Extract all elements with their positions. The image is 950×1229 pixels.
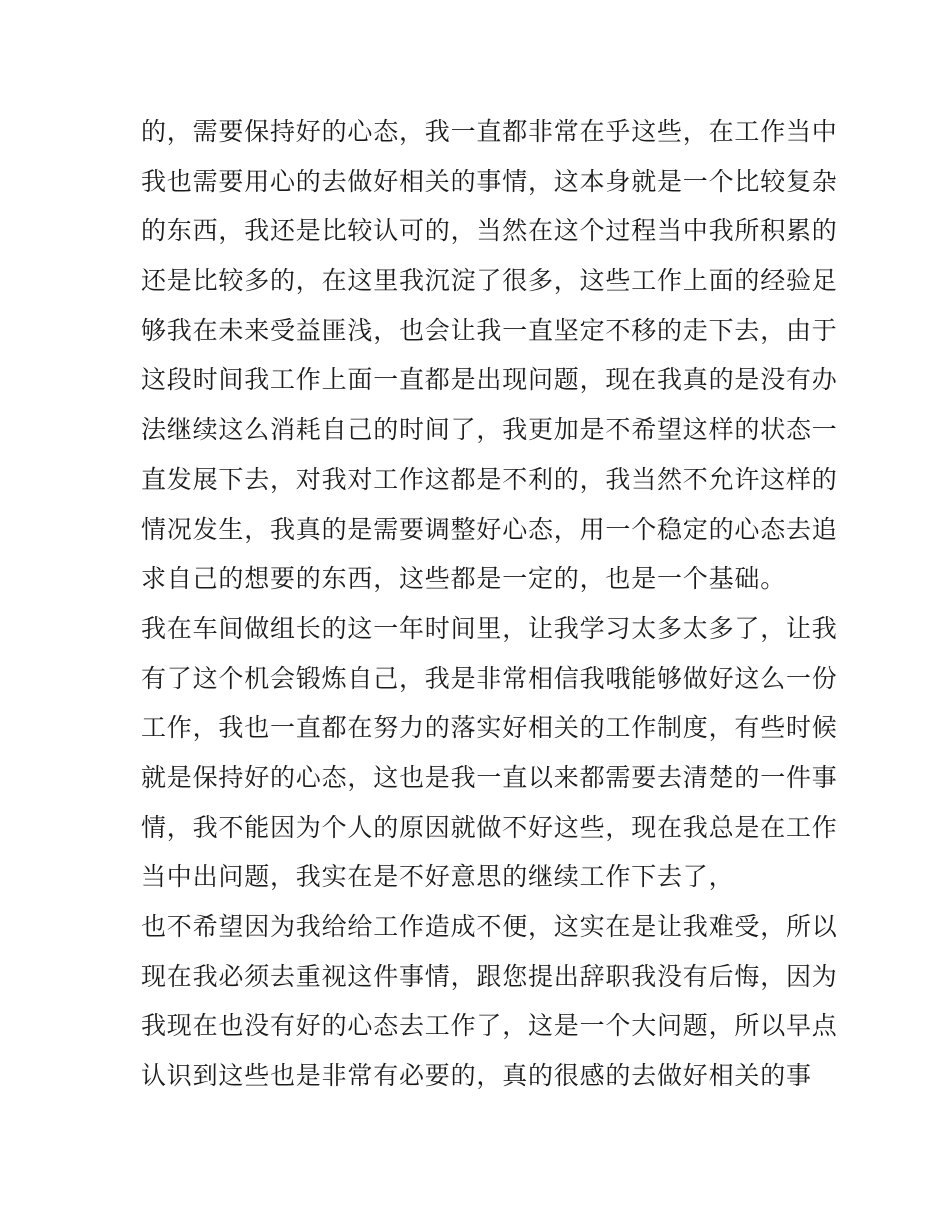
text-line: 的东西，我还是比较认可的，当然在这个过程当中我所积累的	[141, 216, 838, 246]
text-line: 这段时间我工作上面一直都是出现问题，现在我真的是没有办	[141, 365, 838, 395]
text-line: 工作，我也一直都在努力的落实好相关的工作制度，有些时候	[141, 713, 838, 743]
text-line: 也不希望因为我给给工作造成不便，这实在是让我难受，所以	[141, 912, 838, 941]
text-line: 就是保持好的心态，这也是我一直以来都需要去清楚的一件事	[141, 762, 838, 792]
text-line: 我在车间做组长的这一年时间里，让我学习太多太多了，让我	[141, 613, 838, 643]
text-line: 我也需要用心的去做好相关的事情，这本身就是一个比较复杂	[141, 166, 838, 196]
text-line: 法继续这么消耗自己的时间了，我更加是不希望这样的状态一	[141, 415, 838, 445]
text-line: 直发展下去，对我对工作这都是不利的，我当然不允许这样的	[141, 464, 838, 494]
text-line: 情况发生，我真的是需要调整好心态，用一个稳定的心态去追	[141, 514, 838, 544]
text-line: 现在我必须去重视这件事情，跟您提出辞职我没有后悔，因为	[141, 961, 838, 991]
text-line: 认识到这些也是非常有必要的，真的很感的去做好相关的事	[141, 1061, 812, 1091]
text-line: 够我在未来受益匪浅，也会让我一直坚定不移的走下去，由于	[141, 315, 838, 345]
text-line: 有了这个机会锻炼自己，我是非常相信我哦能够做好这么一份	[141, 663, 838, 693]
text-line: 求自己的想要的东西，这些都是一定的，也是一个基础。	[141, 564, 787, 594]
text-line: 当中出问题，我实在是不好意思的继续工作下去了，	[141, 862, 735, 892]
text-line: 还是比较多的，在这里我沉淀了很多，这些工作上面的经验足	[141, 266, 838, 296]
text-line: 情，我不能因为个人的原因就做不好这些，现在我总是在工作	[141, 812, 838, 842]
body-text	[141, 107, 838, 1101]
text-line: 的，需要保持好的心态，我一直都非常在乎这些，在工作当中	[141, 117, 838, 146]
text-line: 我现在也没有好的心态去工作了，这是一个大问题，所以早点	[141, 1011, 838, 1041]
